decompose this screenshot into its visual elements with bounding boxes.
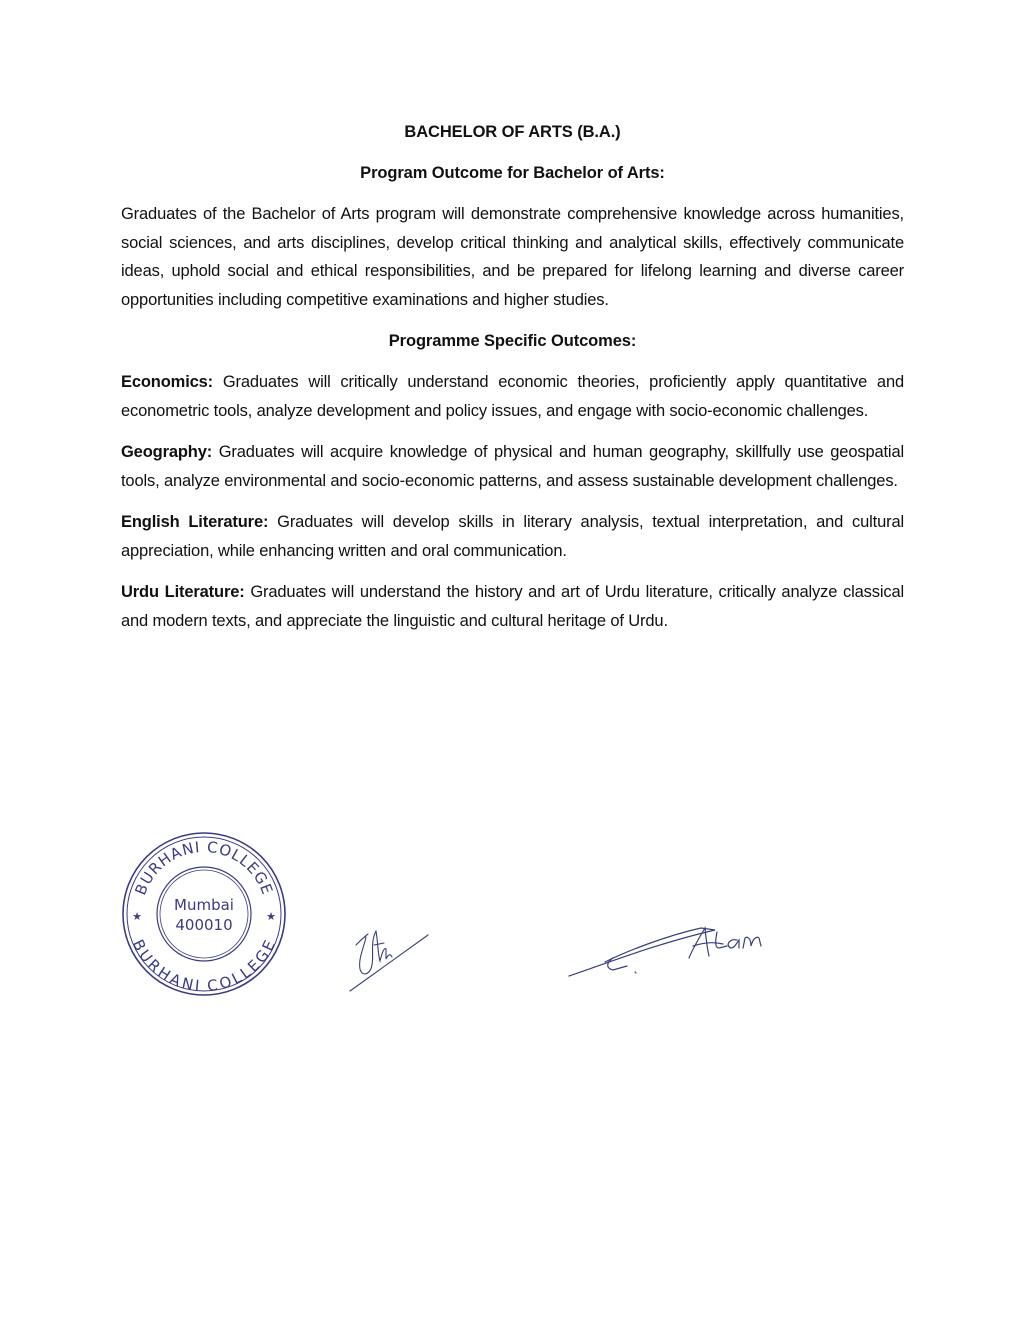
stamp-bottom-arc: BURHANI COLLEGE [128,936,280,996]
pso-text: Graduates will acquire knowledge of physical and human geography, skillfully use geospatial tools, analyze environmental and socio-economic patterns, and assess sustainable development challenges. [121,443,904,490]
pso-label: English Literature: [121,513,269,531]
pso-geography [121,438,904,495]
college-stamp [120,830,288,998]
stamp-city: Mumbai [174,896,234,914]
stamp-pincode: 400010 [175,916,233,934]
pso-heading: Programme Specific Outcomes: [388,332,637,350]
pso-urdu-literature [121,578,904,635]
svg-text:BURHANI COLLEGE [129,937,280,996]
signature-scribble-icon [340,915,435,997]
stamp-top-arc: BURHANI COLLEGE [131,837,277,898]
pso-text: Graduates will critically understand economic theories, proficiently apply quantitative and econometric tools, analyze development and policy issues, and engage with socio-economic challenges. [121,373,904,420]
program-outcome-text: Graduates of the Bachelor of Arts program will demonstrate comprehensive knowledge across humanities, social sciences, and arts disciplines, develop critical thinking and analytical skills, effectively communicate ideas, uphold social and ethical responsibilities, and be prepared for lifelong learning and diverse career opportunities including competitive examinations and higher studies. [121,205,904,309]
program-outcome-heading: Program Outcome for Bachelor of Arts: [360,164,665,182]
signature-first [340,915,435,997]
pso-text: Graduates will develop skills in literary analysis, textual interpretation, and cultural appreciation, while enhancing written and oral communication. [121,513,904,560]
document-page [121,118,904,648]
stamp-seal-icon [120,830,288,998]
stamp-star-icon: ★ [266,910,276,923]
pso-label: Urdu Literature: [121,583,245,601]
signature-alam-icon [565,918,780,982]
pso-label: Economics: [121,373,214,391]
pso-text: Graduates will understand the history and art of Urdu literature, critically analyze classical and modern texts, and appreciate the linguistic and cultural heritage of Urdu. [121,583,904,630]
signature-second [565,918,780,982]
pso-economics [121,368,904,425]
pso-label: Geography: [121,443,213,461]
pso-english-literature [121,508,904,565]
svg-text:BURHANI COLLEGE [131,838,276,898]
document-title: BACHELOR OF ARTS (B.A.) [404,123,621,141]
stamp-star-icon: ★ [132,910,142,923]
